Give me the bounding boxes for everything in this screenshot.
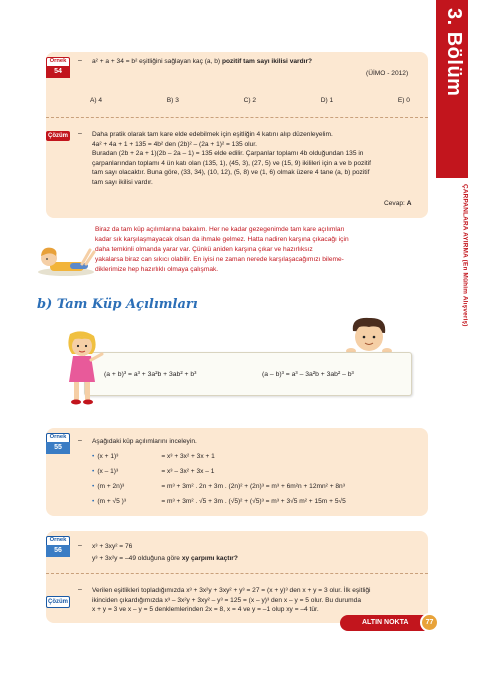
option-d: D) 1 bbox=[320, 97, 334, 104]
example-55-intro: Aşağıdaki küp açılımlarını inceleyin. bbox=[92, 438, 197, 445]
solution-line: x + y = 3 ve x – y = 5 denklemlerinden 2x = 8, x = 4 ve y = –1 olup xy = –4 tür. bbox=[92, 606, 319, 614]
tip-line: yakalarsa biraz can sıkıcı olabilir. En iyisi ne zaman nerede karşılaşacağımızı bileme- bbox=[95, 255, 344, 263]
solution-56-text bbox=[92, 586, 424, 615]
solution-line: Daha pratik olarak tam kare elde edebilmek için eşitliğin 4 katını alıp düzenleyelim. bbox=[92, 131, 333, 138]
expansion-rhs: = m³ + 3m² . 2n + 3m . (2n)² + (2n)³ = m³ + 6m²n + 12mn² + 8n³ bbox=[161, 483, 345, 490]
tip-paragraph bbox=[95, 225, 425, 274]
question-text: a² + a + 34 = b² eşitliğini sağlayan kaç (a, b) bbox=[92, 58, 222, 65]
example-54-source: (ÜİMO - 2012) bbox=[366, 70, 409, 77]
dash-marker: – bbox=[78, 542, 82, 549]
solution-line: Verilen eşitlikleri topladığımızda x³ + 3x²y + 3xy² + y³ = 27 = (x + y)³ den x + y = 3 olur. İlk eşitliği bbox=[92, 587, 371, 594]
dash-marker: – bbox=[78, 586, 82, 593]
example-56-tag bbox=[46, 536, 70, 557]
solution-54-text bbox=[92, 130, 422, 187]
example-56-equation-1: x³ + 3xy² = 76 bbox=[92, 543, 133, 550]
example-56-equation-2 bbox=[92, 554, 238, 564]
dash-marker: – bbox=[78, 437, 82, 444]
solution-line: 4a² + 4a + 1 + 135 = 4b² den (2b)² – (2a + 1)² = 135 olur. bbox=[92, 140, 257, 148]
option-c: C) 2 bbox=[243, 97, 257, 104]
example-54-tag bbox=[46, 57, 70, 78]
tip-line: daha temkinli olmanda yarar var. Çünkü aniden karşına çıkar ve hazırlıksız bbox=[95, 245, 313, 253]
tip-line: Biraz da tam küp açılımlarına bakalım. Her ne kadar gezegenimde tam kare açılımları bbox=[95, 226, 345, 233]
dash-marker: – bbox=[78, 130, 82, 137]
divider bbox=[46, 573, 428, 574]
example-tag-number: 54 bbox=[46, 66, 70, 78]
expansion-lhs: (x – 1)³ bbox=[97, 468, 119, 475]
question-bold-text: pozitif tam sayı ikilisi vardır? bbox=[221, 58, 313, 65]
bullet-icon: • bbox=[92, 498, 95, 505]
question-bold-text: xy çarpımı kaçtır? bbox=[181, 555, 238, 562]
expansion-lhs: (m + 2n)³ bbox=[97, 483, 125, 490]
expansion-row bbox=[92, 467, 214, 477]
answer-label: Cevap: bbox=[384, 200, 407, 207]
section-heading: b) Tam Küp Açılımları bbox=[37, 297, 198, 312]
example-tag-word: Örnek bbox=[46, 536, 70, 545]
option-b: B) 3 bbox=[166, 97, 179, 104]
footer-brand: ALTIN NOKTA bbox=[362, 619, 409, 626]
expansion-row bbox=[92, 482, 345, 492]
page-footer bbox=[340, 615, 438, 631]
boy-peeking-illustration bbox=[345, 315, 395, 355]
cube-minus-formula: (a – b)³ = a³ – 3a²b + 3ab² – b³ bbox=[262, 371, 354, 378]
example-tag-word: Örnek bbox=[46, 57, 70, 66]
example-54-question bbox=[92, 57, 312, 67]
chapter-subtitle: ÇARPANLARA AYIRMA (En Mühim Alışveriş) bbox=[461, 184, 469, 327]
chapter-tab-band bbox=[436, 0, 468, 178]
solution-56-tag: Çözüm bbox=[46, 596, 70, 608]
question-text: y³ + 3x²y = –49 olduğuna göre bbox=[92, 555, 182, 562]
solution-line: Buradan (2b + 2a + 1)(2b – 2a – 1) = 135 elde edilir. Çarpanlar toplamı 4b olduğundan 135 in bbox=[92, 150, 364, 158]
cube-plus-formula: (a + b)³ = a³ + 3a²b + 3ab² + b³ bbox=[104, 371, 197, 378]
answer-options bbox=[90, 96, 410, 106]
option-a: A) 4 bbox=[90, 97, 103, 104]
solution-line: tam sayı olacaktır. Buna göre, (33, 34), (10, 12), (5, 8) ve (1, 6) olmak üzere 4 tane (a, b) pozitif bbox=[92, 169, 370, 177]
chapter-side-tab bbox=[436, 0, 480, 681]
divider bbox=[46, 117, 428, 118]
example-tag-number: 55 bbox=[46, 442, 70, 454]
expansion-rhs: = x³ + 3x² + 3x + 1 bbox=[161, 453, 215, 460]
expansion-rhs: = m³ + 3m² . √5 + 3m . (√5)² + (√5)³ = m³ + 3√5 m² + 15m + 5√5 bbox=[161, 498, 346, 505]
expansion-lhs: (m + √5 )³ bbox=[97, 498, 127, 505]
chapter-title: 3. Bölüm bbox=[443, 8, 465, 97]
answer-line bbox=[384, 199, 412, 209]
solution-line: ikinciden çıkardığımızda x³ – 3x²y + 3xy² – y³ = 125 = (x – y)³ den x – y = 5 olur. Bu durumda bbox=[92, 596, 362, 604]
bullet-icon: • bbox=[92, 468, 95, 475]
bullet-icon: • bbox=[92, 483, 95, 490]
solution-line: çarpanlarından toplamı 4 ün katı olan (135, 1), (45, 3), (27, 5) ve (15, 9) ikilileri için a ve b pozitif bbox=[92, 159, 371, 167]
page-number: 77 bbox=[420, 613, 439, 632]
solution-line: tam sayı ikilisi vardır. bbox=[92, 178, 153, 186]
bullet-icon: • bbox=[92, 453, 95, 460]
expansion-lhs: (x + 1)³ bbox=[97, 453, 119, 460]
expansion-row bbox=[92, 452, 215, 462]
example-tag-number: 56 bbox=[46, 545, 70, 557]
girl-standing-illustration bbox=[58, 330, 108, 408]
girl-lying-illustration bbox=[36, 242, 96, 278]
tip-line: kadar sık karşılaşmayacak olsan da ihmale gelmez. Hatta nadiren karşına çıkacağı için bbox=[95, 235, 349, 243]
answer-value: A bbox=[406, 200, 412, 207]
dash-marker: – bbox=[78, 57, 82, 64]
solution-54-tag: Çözüm bbox=[48, 133, 68, 139]
option-e: E) 0 bbox=[397, 97, 410, 104]
example-55-tag bbox=[46, 433, 70, 454]
tip-line: diklerimize hep hazırlıklı olmaya çalışmak. bbox=[95, 265, 219, 273]
example-tag-word: Örnek bbox=[46, 433, 70, 442]
expansion-row bbox=[92, 497, 346, 507]
expansion-rhs: = x³ – 3x² + 3x – 1 bbox=[161, 468, 215, 475]
